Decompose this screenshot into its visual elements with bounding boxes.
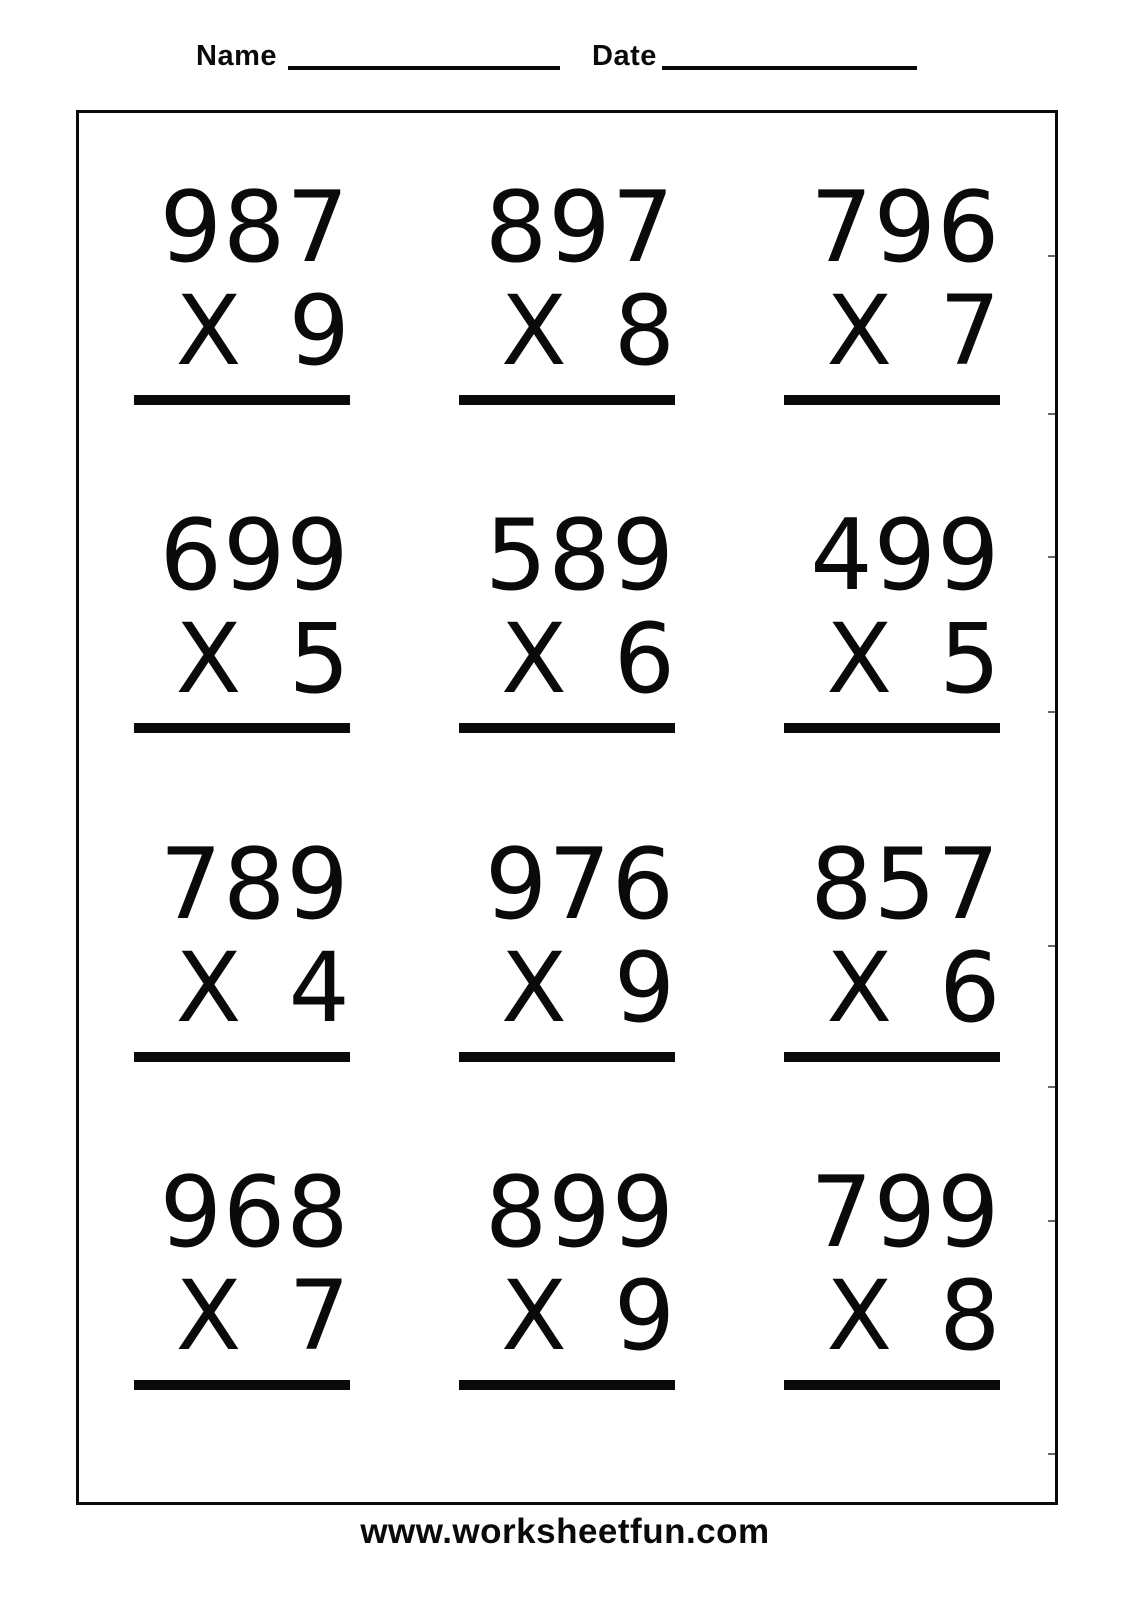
- scan-tick-mark: [1048, 255, 1055, 257]
- date-label: Date: [592, 40, 657, 72]
- answer-line: [459, 395, 675, 405]
- multiplicand: 699: [159, 499, 350, 614]
- multiply-operator: X: [500, 931, 567, 1044]
- name-write-line: [288, 66, 560, 70]
- multiplicand: 799: [810, 1155, 1001, 1270]
- scan-tick-mark: [1048, 556, 1055, 558]
- multiplier: 9: [613, 931, 675, 1044]
- name-label: Name: [196, 40, 277, 72]
- multiply-operator: X: [826, 931, 893, 1044]
- scan-tick-mark: [1048, 413, 1055, 415]
- multiply-operator: X: [175, 603, 242, 716]
- multiply-operator: X: [826, 1259, 893, 1372]
- multiply-operator: X: [826, 275, 893, 387]
- multiply-operator: X: [175, 275, 242, 387]
- website-url: www.worksheetfun.com: [360, 1512, 770, 1551]
- multiplier: 4: [288, 931, 350, 1044]
- multiplicand: 857: [810, 827, 1001, 942]
- problem-9: [784, 827, 1001, 1062]
- multiplicand: 796: [810, 171, 1001, 285]
- multiplier: 6: [939, 931, 1001, 1044]
- problem-11: [459, 1155, 675, 1390]
- multiplicand: 897: [484, 171, 675, 285]
- multiply-operator: X: [500, 603, 567, 716]
- multiplicand: 789: [159, 827, 350, 942]
- answer-line: [134, 1052, 350, 1062]
- multiply-operator: X: [826, 603, 893, 716]
- multiply-operator: X: [500, 1259, 567, 1372]
- multiplier: 7: [288, 1259, 350, 1372]
- answer-line: [459, 1052, 675, 1062]
- scan-tick-mark: [1048, 1453, 1055, 1455]
- multiply-operator: X: [175, 1259, 242, 1372]
- answer-line: [784, 1052, 1000, 1062]
- date-write-line: [662, 66, 917, 70]
- scan-tick-mark: [1048, 1220, 1055, 1222]
- multiplicand: 589: [484, 499, 675, 614]
- multiplier: 8: [613, 275, 675, 387]
- scan-tick-mark: [1048, 1086, 1055, 1088]
- problem-5: [459, 499, 675, 733]
- answer-line: [784, 395, 1000, 405]
- problem-4: [134, 499, 350, 733]
- multiplicand: 968: [159, 1155, 350, 1270]
- problem-10: [134, 1155, 350, 1390]
- multiplicand: 987: [159, 171, 350, 285]
- answer-line: [134, 723, 350, 733]
- multiplier: 5: [288, 603, 350, 716]
- problem-8: [459, 827, 675, 1062]
- answer-line: [134, 1380, 350, 1390]
- scan-tick-mark: [1048, 945, 1055, 947]
- problem-12: [784, 1155, 1001, 1390]
- problems-grid: [79, 113, 1055, 1502]
- scan-tick-mark: [1048, 711, 1055, 713]
- problem-2: [459, 171, 675, 405]
- multiply-operator: X: [500, 275, 567, 387]
- multiplier: 6: [613, 603, 675, 716]
- multiplicand: 499: [810, 499, 1001, 614]
- answer-line: [134, 395, 350, 405]
- answer-line: [459, 723, 675, 733]
- answer-line: [784, 723, 1000, 733]
- answer-line: [459, 1380, 675, 1390]
- multiplicand: 976: [484, 827, 675, 942]
- multiplier: 5: [939, 603, 1001, 716]
- multiplicand: 899: [484, 1155, 675, 1270]
- multiplier: 9: [613, 1259, 675, 1372]
- worksheet-border: [76, 110, 1058, 1505]
- problem-6: [784, 499, 1001, 733]
- multiplier: 7: [939, 275, 1001, 387]
- multiplier: 9: [288, 275, 350, 387]
- problem-1: [134, 171, 350, 405]
- problem-3: [784, 171, 1001, 405]
- multiply-operator: X: [175, 931, 242, 1044]
- multiplier: 8: [939, 1259, 1001, 1372]
- answer-line: [784, 1380, 1000, 1390]
- problem-7: [134, 827, 350, 1062]
